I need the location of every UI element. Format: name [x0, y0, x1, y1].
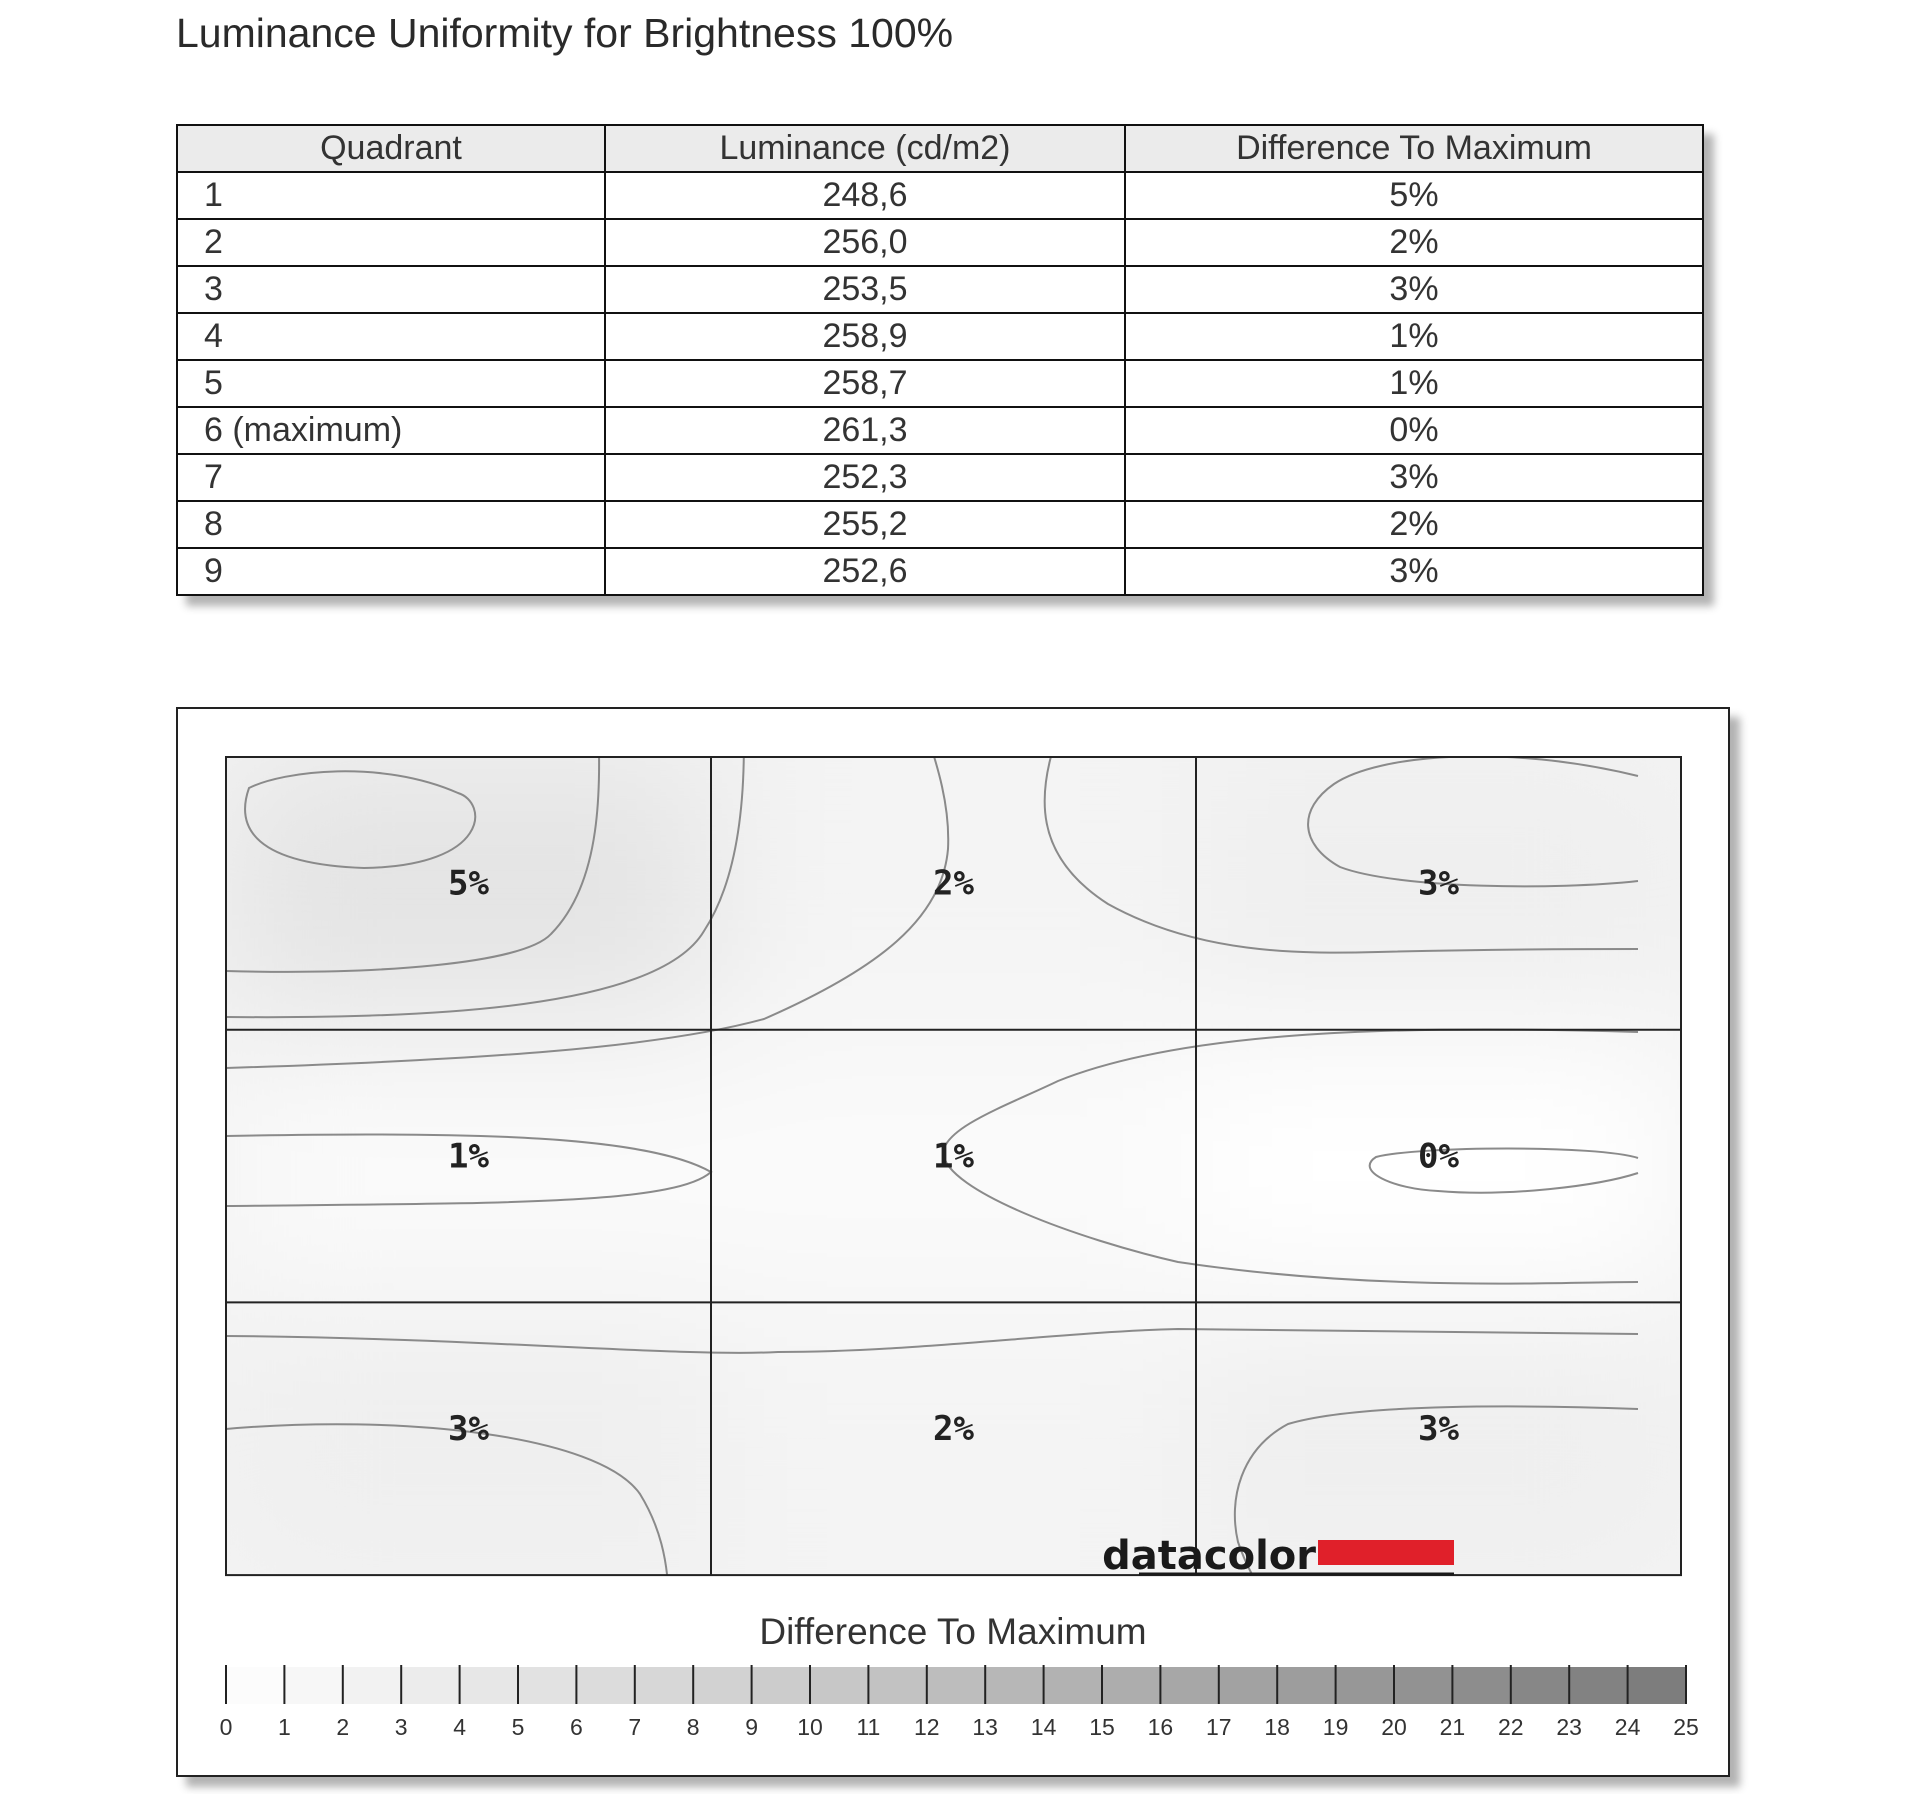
legend-swatch [576, 1667, 634, 1704]
logo-red-bar [1318, 1540, 1454, 1565]
quadrant-cell: 9 [177, 548, 605, 595]
quadrant-label: 3% [1418, 1409, 1459, 1450]
table-row [177, 219, 1703, 266]
quadrant-label: 0% [1418, 1136, 1459, 1177]
legend-tick-label: 7 [628, 1714, 642, 1740]
legend-swatch [752, 1667, 810, 1704]
difference-cell: 3% [1125, 266, 1703, 313]
legend-tick-label: 16 [1147, 1714, 1174, 1740]
legend-swatch [635, 1667, 693, 1704]
legend-tick-label: 12 [914, 1714, 940, 1740]
legend-swatch [1102, 1667, 1160, 1704]
quadrant-cell: 7 [177, 454, 605, 501]
legend-swatch [1219, 1667, 1277, 1704]
legend-swatch [810, 1667, 868, 1704]
legend-swatch [1569, 1667, 1627, 1704]
uniformity-map-frame [176, 707, 1730, 1777]
table-header-row [177, 125, 1703, 172]
quadrant-label: 2% [933, 1409, 974, 1450]
quadrant-cell: 5 [177, 360, 605, 407]
quadrant-label: 1% [448, 1136, 489, 1177]
legend-tick-label: 3 [394, 1714, 408, 1740]
legend-tick-label: 6 [570, 1714, 583, 1740]
legend-swatch [284, 1667, 342, 1704]
legend-swatch [1336, 1667, 1394, 1704]
legend-tick-label: 5 [511, 1714, 525, 1740]
legend-tick-label: 11 [856, 1714, 881, 1740]
legend-tick-label: 8 [686, 1714, 700, 1740]
quadrant-label: 3% [1418, 863, 1459, 904]
uniformity-heatmap [178, 709, 1728, 1775]
legend-tick-label: 2 [336, 1714, 350, 1740]
legend-swatch [927, 1667, 985, 1704]
quadrant-label: 2% [933, 863, 974, 904]
quadrant-cell: 8 [177, 501, 605, 548]
legend-tick-label: 20 [1381, 1714, 1407, 1740]
difference-cell: 5% [1125, 172, 1703, 219]
quadrant-cell: 3 [177, 266, 605, 313]
legend-swatch [1452, 1667, 1510, 1704]
table-row [177, 313, 1703, 360]
legend-tick-label: 23 [1556, 1714, 1582, 1740]
difference-cell: 2% [1125, 219, 1703, 266]
page-title: Luminance Uniformity for Brightness 100% [176, 10, 954, 56]
quadrant-cell: 2 [177, 219, 605, 266]
legend-tick-label: 21 [1439, 1714, 1466, 1740]
legend-swatch [985, 1667, 1043, 1704]
legend-tick-label: 24 [1614, 1714, 1641, 1740]
legend-swatch [1044, 1667, 1102, 1704]
legend-tick-label: 25 [1673, 1714, 1699, 1740]
table-row [177, 454, 1703, 501]
legend-tick-label: 1 [278, 1714, 291, 1740]
color-scale-legend [220, 1611, 1699, 1740]
legend-tick-label: 4 [453, 1714, 466, 1740]
legend-tick-label: 0 [219, 1714, 233, 1740]
legend-swatch [1394, 1667, 1452, 1704]
quadrant-cell: 6 (maximum) [177, 407, 605, 454]
luminance-cell: 256,0 [605, 219, 1125, 266]
legend-tick-label: 10 [797, 1714, 823, 1740]
legend-swatch [1628, 1667, 1686, 1704]
difference-cell: 1% [1125, 360, 1703, 407]
quadrant-label: 3% [448, 1409, 489, 1450]
luminance-cell: 248,6 [605, 172, 1125, 219]
legend-swatch [1511, 1667, 1569, 1704]
quadrant-label: 1% [933, 1136, 974, 1177]
legend-swatch [868, 1667, 926, 1704]
column-header-luminance: Luminance (cd/m2) [605, 125, 1125, 172]
luminance-cell: 252,3 [605, 454, 1125, 501]
legend-swatch [693, 1667, 751, 1704]
table-row [177, 360, 1703, 407]
table-row [177, 407, 1703, 454]
logo-text: datacolor [1102, 1533, 1316, 1579]
difference-cell: 2% [1125, 501, 1703, 548]
column-header-difference: Difference To Maximum [1125, 125, 1703, 172]
legend-swatch [1277, 1667, 1335, 1704]
table-row [177, 501, 1703, 548]
legend-tick-label: 22 [1498, 1714, 1524, 1740]
legend-tick-label: 15 [1089, 1714, 1115, 1740]
quadrant-cell: 1 [177, 172, 605, 219]
difference-cell: 1% [1125, 313, 1703, 360]
legend-swatch [226, 1667, 284, 1704]
legend-tick-label: 14 [1030, 1714, 1057, 1740]
luminance-cell: 252,6 [605, 548, 1125, 595]
table-row [177, 266, 1703, 313]
legend-tick-label: 17 [1206, 1714, 1232, 1740]
legend-swatch [1160, 1667, 1218, 1704]
luminance-table-container [176, 124, 1704, 596]
luminance-cell: 258,9 [605, 313, 1125, 360]
difference-cell: 3% [1125, 454, 1703, 501]
legend-tick-label: 19 [1322, 1714, 1349, 1740]
luminance-cell: 261,3 [605, 407, 1125, 454]
luminance-cell: 258,7 [605, 360, 1125, 407]
table-row [177, 548, 1703, 595]
column-header-quadrant: Quadrant [177, 125, 605, 172]
luminance-cell: 255,2 [605, 501, 1125, 548]
quadrant-label: 5% [448, 863, 489, 904]
legend-swatch [401, 1667, 459, 1704]
legend-tick-label: 9 [745, 1714, 758, 1740]
legend-swatch [518, 1667, 576, 1704]
table-row [177, 172, 1703, 219]
legend-swatch [343, 1667, 401, 1704]
legend-tick-label: 13 [972, 1714, 998, 1740]
legend-title: Difference To Maximum [759, 1611, 1147, 1652]
difference-cell: 0% [1125, 407, 1703, 454]
luminance-table [176, 124, 1704, 596]
legend-tick-label: 18 [1264, 1714, 1290, 1740]
quadrant-cell: 4 [177, 313, 605, 360]
legend-swatch [460, 1667, 518, 1704]
luminance-cell: 253,5 [605, 266, 1125, 313]
difference-cell: 3% [1125, 548, 1703, 595]
